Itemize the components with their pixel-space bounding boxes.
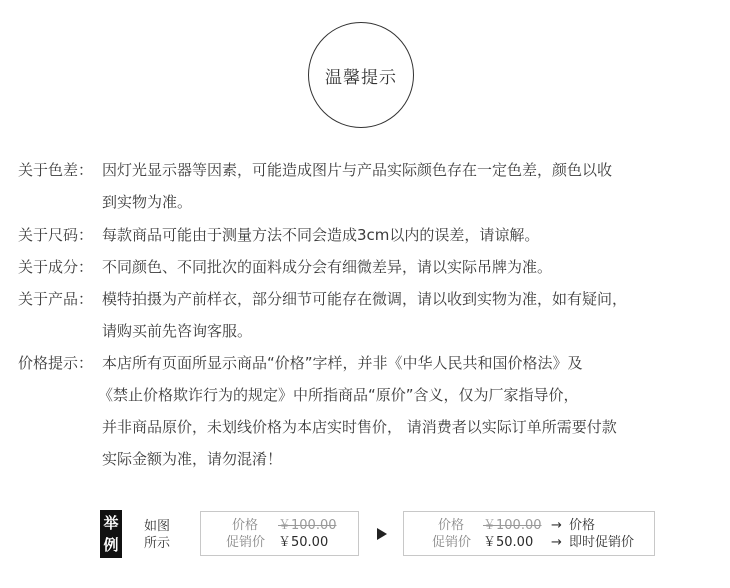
- play-arrow-icon: [377, 528, 387, 540]
- note-text: 实际金额为准，请勿混淆！: [102, 450, 283, 468]
- page-title: 温馨提示: [325, 67, 397, 88]
- right-arrow-icon: →: [551, 518, 562, 533]
- price-description: 价格: [569, 518, 596, 533]
- price-label: 价格: [438, 518, 465, 533]
- original-price: ￥100.00: [278, 518, 337, 533]
- price-label: 价格: [232, 518, 259, 533]
- promo-price-label: 促销价: [432, 535, 472, 550]
- price-explanation-box: [403, 511, 655, 556]
- price-example-box: [200, 511, 359, 556]
- note-text: 模特拍摄为产前样衣，部分细节可能存在微调，请以收到实物为准，如有疑问，: [102, 290, 628, 308]
- note-ingredient: [18, 251, 708, 283]
- note-price: [18, 347, 708, 475]
- note-text: 到实物为准。: [102, 193, 193, 211]
- note-product: [18, 283, 708, 347]
- note-size: [18, 219, 708, 251]
- promo-price-label: 促销价: [226, 535, 266, 550]
- example-caption: [144, 518, 170, 552]
- title-circle: [308, 22, 414, 128]
- example-badge-char: 例: [103, 536, 119, 554]
- note-color-difference: [18, 154, 708, 218]
- note-label: 关于尺码：: [18, 226, 94, 244]
- note-text: 本店所有页面所显示商品“价格”字样，并非《中华人民共和国价格法》及: [102, 354, 583, 372]
- note-text: 不同颜色、不同批次的面料成分会有细微差异，请以实际吊牌为准。: [102, 258, 553, 276]
- example-badge: [100, 510, 122, 558]
- note-label: 关于产品：: [18, 290, 94, 308]
- note-text: 《禁止价格欺诈行为的规定》中所指商品“原价”含义，仅为厂家指导价，: [98, 386, 579, 404]
- note-text: 每款商品可能由于测量方法不同会造成3cm以内的误差，请谅解。: [102, 226, 540, 244]
- promo-description: 即时促销价: [569, 535, 635, 550]
- example-caption-line: 如图: [144, 519, 171, 534]
- note-label: 关于色差：: [18, 161, 94, 179]
- example-caption-line: 所示: [144, 536, 171, 551]
- note-label: 关于成分：: [18, 258, 94, 276]
- original-price: ￥100.00: [483, 518, 542, 533]
- note-text: 请购买前先咨询客服。: [102, 322, 253, 340]
- note-text: 因灯光显示器等因素，可能造成图片与产品实际颜色存在一定色差，颜色以收: [102, 161, 613, 179]
- promo-price: ￥50.00: [483, 535, 534, 550]
- promo-price: ￥50.00: [278, 535, 329, 550]
- note-label: 价格提示：: [18, 354, 94, 372]
- note-text: 并非商品原价，未划线价格为本店实时售价， 请消费者以实际订单所需要付款: [102, 418, 617, 436]
- right-arrow-icon: →: [551, 535, 562, 550]
- example-badge-char: 举: [103, 514, 119, 532]
